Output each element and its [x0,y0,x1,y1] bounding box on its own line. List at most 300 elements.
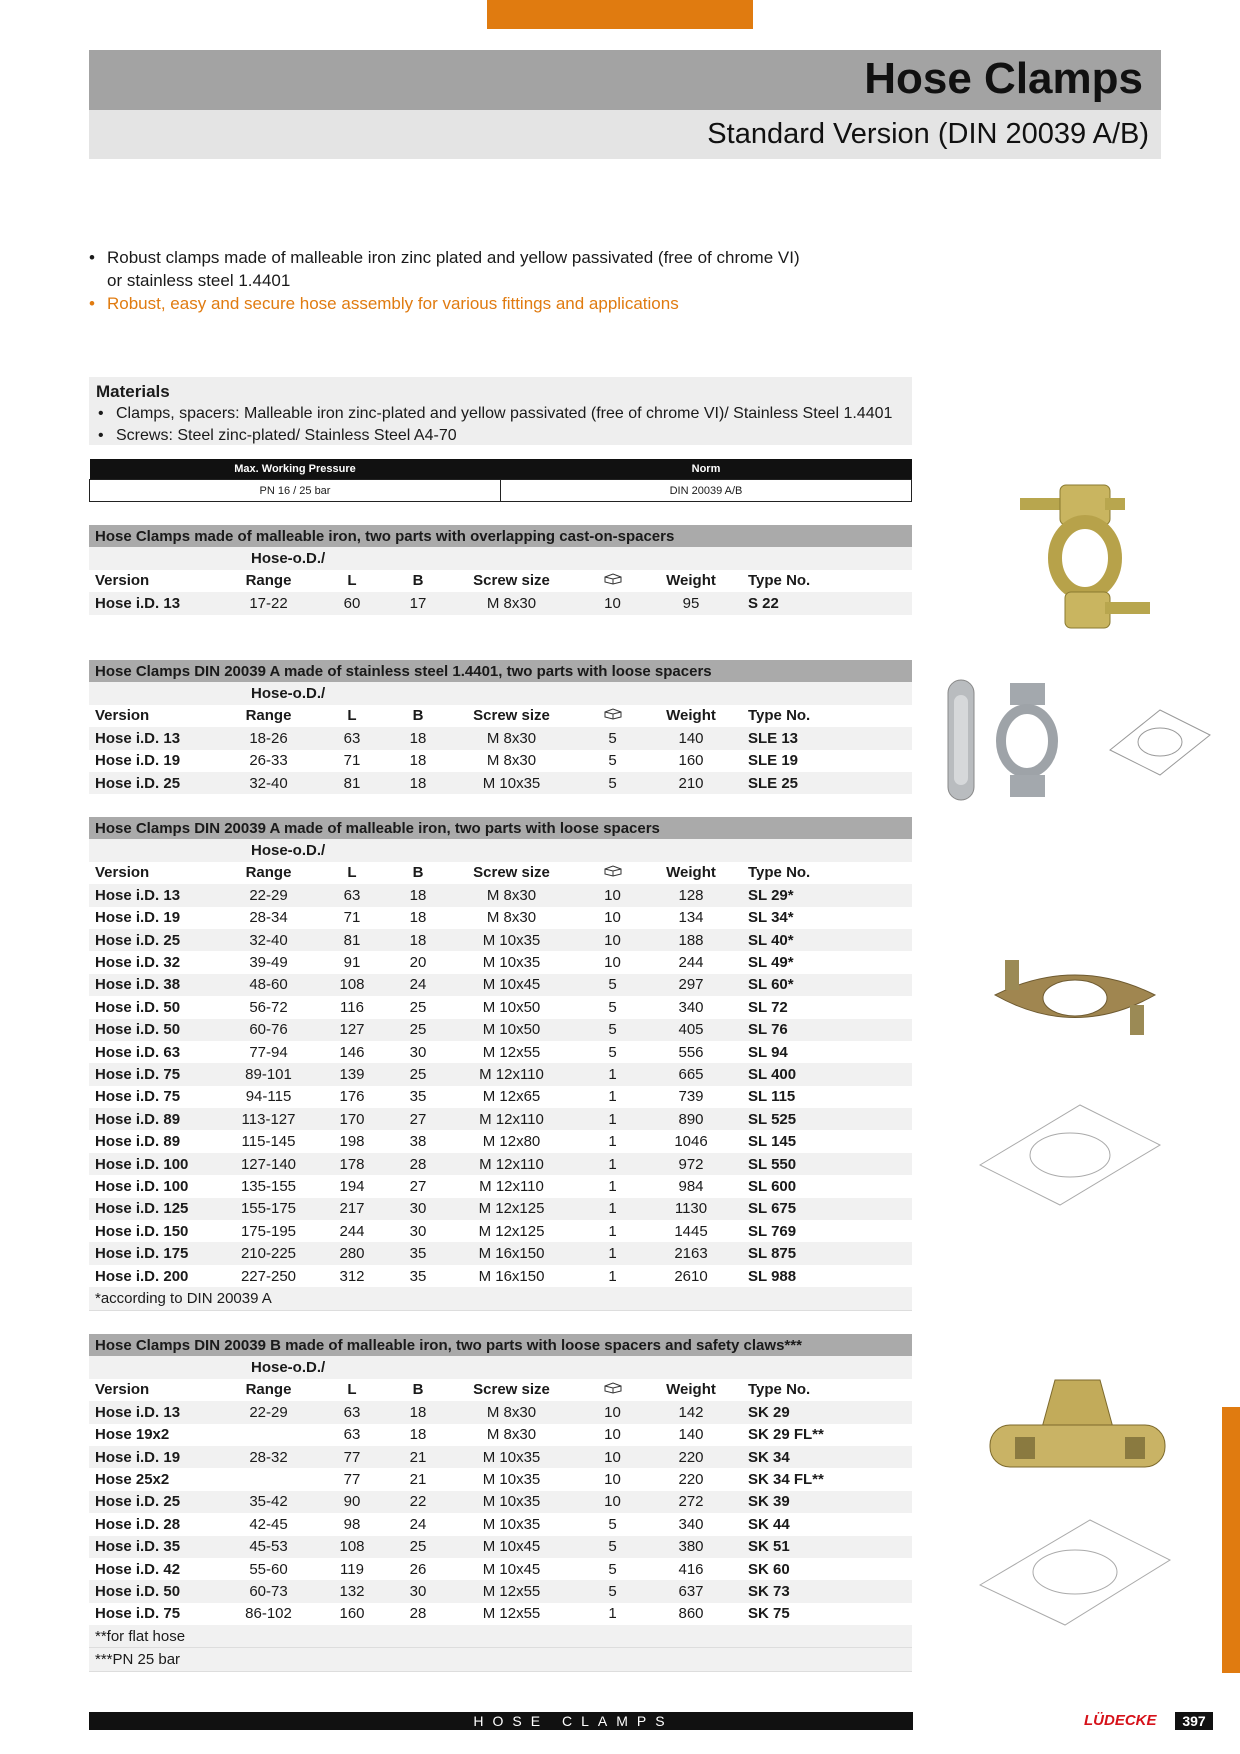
subtitle-bar [89,110,1161,159]
table-cell: SK 44 [726,1513,912,1535]
table-cell: 18 [382,727,448,749]
table-cell: 160 [316,1603,382,1625]
table-title: Hose Clamps DIN 20039 A made of stainless steel 1.4401, two parts with loose spacers [89,660,912,682]
table-cell: 160 [650,750,726,772]
table-cell: Hose i.D. 150 [89,1220,215,1242]
table-cell: 18 [382,1401,448,1423]
col-range: Range [215,570,316,592]
table-row [89,1491,912,1513]
table-cell: 81 [316,929,382,951]
table-row [89,929,912,951]
table-cell: 244 [650,951,726,973]
table-cell: 89-101 [215,1063,316,1085]
empty-cell [89,547,215,569]
materials-item-text: Clamps, spacers: Malleable iron zinc-plated and yellow passivated (free of chrome VI)/ Stainless Steel 1.4401 [116,405,893,422]
table-cell: M 10x45 [448,1558,569,1580]
table-cell: 10 [569,592,650,614]
table-cell: 119 [316,1558,382,1580]
table-row [89,772,912,794]
table-cell: 1 [569,1198,650,1220]
col-version: Version [89,570,215,592]
table-cell: 198 [316,1130,382,1152]
table-cell: S 22 [726,592,912,614]
table-cell: M 8x30 [448,750,569,772]
col-type: Type No. [726,705,912,727]
table-cell: 26 [382,1558,448,1580]
table-cell: 42-45 [215,1513,316,1535]
table-cell: 556 [650,1041,726,1063]
footer-bar [89,1712,913,1730]
table-cell: Hose i.D. 89 [89,1108,215,1130]
table-cell: 176 [316,1086,382,1108]
table-cell: Hose i.D. 100 [89,1175,215,1197]
col-type: Type No. [726,1379,912,1401]
table-cell: 5 [569,974,650,996]
table-cell: 1 [569,1153,650,1175]
page-title: Hose Clamps [864,54,1143,103]
table-row [89,1536,912,1558]
table-cell: SL 675 [726,1198,912,1220]
box-icon [569,1379,650,1401]
table-cell: SL 550 [726,1153,912,1175]
table-cell: 175-195 [215,1220,316,1242]
table-cell: 1445 [650,1220,726,1242]
table-cell: SK 73 [726,1580,912,1602]
table-cell: 135-155 [215,1175,316,1197]
col-weight: Weight [650,862,726,884]
table-cell: 1 [569,1220,650,1242]
table-cell: M 10x50 [448,996,569,1018]
table-cell: Hose i.D. 75 [89,1063,215,1085]
side-accent-tab [1222,1407,1240,1673]
table-cell: SK 34 [726,1446,912,1468]
table-cell: SK 39 [726,1491,912,1513]
table-cell: SL 40* [726,929,912,951]
table-cell: 2610 [650,1265,726,1287]
table-cell: 142 [650,1401,726,1423]
table-row [89,1580,912,1602]
table-cell: Hose i.D. 28 [89,1513,215,1535]
table-cell: 22 [382,1491,448,1513]
table-cell: Hose i.D. 50 [89,1019,215,1041]
table-cell: 91 [316,951,382,973]
table-cell: 10 [569,951,650,973]
table-cell: Hose 19x2 [89,1424,215,1446]
table-cell: 18 [382,772,448,794]
table-cell: 340 [650,996,726,1018]
table-row [89,727,912,749]
col-screw: Screw size [448,705,569,727]
table-cell: 1 [569,1063,650,1085]
table-cell: 139 [316,1063,382,1085]
table-cell: Hose i.D. 19 [89,750,215,772]
materials-item: • Clamps, spacers: Malleable iron zinc-plated and yellow passivated (free of chrome VI)/ Stainless Steel 1.4401 [98,405,893,422]
table-cell: SL 145 [726,1130,912,1152]
table-cell: 35 [382,1086,448,1108]
table-cell: 10 [569,907,650,929]
table-cell: 27 [382,1175,448,1197]
table-cell [215,1424,316,1446]
table-cell: SL 76 [726,1019,912,1041]
table-cell: 94-115 [215,1086,316,1108]
table-cell: 18 [382,750,448,772]
table-cell: 39-49 [215,951,316,973]
table-row [89,1446,912,1468]
table-cell: M 12x110 [448,1063,569,1085]
table-cell: Hose i.D. 50 [89,1580,215,1602]
table-cell: 984 [650,1175,726,1197]
table-cell: 24 [382,974,448,996]
table-cell: 340 [650,1513,726,1535]
table-cell: 227-250 [215,1265,316,1287]
table-cell: 18 [382,884,448,906]
table-cell: 25 [382,1536,448,1558]
table-cell: 5 [569,1536,650,1558]
table-cell: M 8x30 [448,592,569,614]
table-cell: SL 600 [726,1175,912,1197]
table-cell: 18 [382,1424,448,1446]
table-cell: SLE 13 [726,727,912,749]
product-table [89,1334,912,1672]
col-weight: Weight [650,1379,726,1401]
table-cell: Hose i.D. 75 [89,1603,215,1625]
table-note: **for flat hose [89,1625,912,1648]
table-cell: 10 [569,1491,650,1513]
table-cell: SK 34 FL** [726,1468,912,1490]
table-cell: 188 [650,929,726,951]
table-cell: 24 [382,1513,448,1535]
table-cell: 1046 [650,1130,726,1152]
intro-bullet-highlight: • Robust, easy and secure hose assembly for various fittings and applications [89,294,679,313]
col-weight: Weight [650,705,726,727]
table-cell: 280 [316,1242,382,1264]
table-cell: 1 [569,1603,650,1625]
table-cell: 113-127 [215,1108,316,1130]
table-cell: 18-26 [215,727,316,749]
table-cell: 116 [316,996,382,1018]
table-cell: SL 29* [726,884,912,906]
box-icon [569,570,650,592]
table-cell: 972 [650,1153,726,1175]
col-l: L [316,570,382,592]
table-cell: M 8x30 [448,727,569,749]
table-cell: 32-40 [215,929,316,951]
table-cell: 18 [382,907,448,929]
product-table [89,525,912,615]
col-weight: Weight [650,570,726,592]
table-cell: SK 60 [726,1558,912,1580]
table-cell: 217 [316,1198,382,1220]
table-cell: 98 [316,1513,382,1535]
table-cell: 1 [569,1175,650,1197]
col-b: B [382,570,448,592]
col-screw: Screw size [448,570,569,592]
col-l: L [316,1379,382,1401]
table-cell: 30 [382,1580,448,1602]
pressure-table [89,459,912,502]
table-row [89,1153,912,1175]
table-cell: 10 [569,1446,650,1468]
table-cell: 115-145 [215,1130,316,1152]
table-cell: M 8x30 [448,1401,569,1423]
table-cell: 194 [316,1175,382,1197]
table-cell: 22-29 [215,1401,316,1423]
table-cell: 380 [650,1536,726,1558]
table-cell: 21 [382,1468,448,1490]
table-cell: 90 [316,1491,382,1513]
product-table [89,817,912,1311]
table-row [89,1041,912,1063]
table-cell: SL 988 [726,1265,912,1287]
table-cell: 60-73 [215,1580,316,1602]
col-b: B [382,705,448,727]
col-type: Type No. [726,570,912,592]
table-cell: Hose i.D. 25 [89,772,215,794]
table-row [89,884,912,906]
table-cell: Hose i.D. 13 [89,884,215,906]
page-number: 397 [1175,1712,1213,1730]
table-cell: 127-140 [215,1153,316,1175]
table-cell: M 10x35 [448,929,569,951]
table-cell: M 8x30 [448,884,569,906]
table-cell: 20 [382,951,448,973]
table-cell: Hose i.D. 13 [89,727,215,749]
clamp-sle-drawing [1100,690,1220,780]
table-cell: 10 [569,1468,650,1490]
table-cell: 27 [382,1108,448,1130]
table-cell: 108 [316,974,382,996]
table-cell: Hose i.D. 100 [89,1153,215,1175]
table-row [89,750,912,772]
table-row [89,1242,912,1264]
table-cell: Hose i.D. 175 [89,1242,215,1264]
table-cell: SL 72 [726,996,912,1018]
table-cell: 5 [569,727,650,749]
pressure-header: Max. Working Pressure [90,459,501,480]
table-cell: 244 [316,1220,382,1242]
table-cell: 17-22 [215,592,316,614]
clamp-sl-drawing [970,1085,1170,1210]
table-cell: 95 [650,592,726,614]
table-cell: SL 34* [726,907,912,929]
footer-section-label: HOSE CLAMPS [473,1713,674,1729]
table-row [89,1220,912,1242]
table-cell: 134 [650,907,726,929]
top-accent-tab [487,0,753,29]
table-cell: 739 [650,1086,726,1108]
table-cell: 5 [569,772,650,794]
table-cell: M 10x35 [448,1468,569,1490]
table-cell: Hose i.D. 89 [89,1130,215,1152]
col-version: Version [89,862,215,884]
table-cell: Hose i.D. 200 [89,1265,215,1287]
table-row [89,1603,912,1625]
clamp-s22-photo [1010,480,1160,635]
table-cell: 665 [650,1063,726,1085]
col-hose-od: Hose-o.D./ [215,682,912,704]
table-cell: M 12x125 [448,1198,569,1220]
table-cell: 28 [382,1603,448,1625]
table-cell: 71 [316,907,382,929]
table-cell: 312 [316,1265,382,1287]
page-subtitle: Standard Version (DIN 20039 A/B) [707,118,1149,150]
brand-logo: LÜDECKE [1084,1712,1157,1729]
col-range: Range [215,862,316,884]
col-range: Range [215,1379,316,1401]
table-cell: Hose i.D. 63 [89,1041,215,1063]
table-cell: 5 [569,1019,650,1041]
table-cell: 220 [650,1446,726,1468]
clamp-sle-photo [990,675,1065,805]
table-cell: 28-32 [215,1446,316,1468]
table-cell: 5 [569,1041,650,1063]
materials-item: • Screws: Steel zinc-plated/ Stainless Steel A4-70 [98,427,457,444]
box-icon [569,705,650,727]
table-cell: 60-76 [215,1019,316,1041]
table-cell: Hose i.D. 13 [89,1401,215,1423]
table-cell: M 8x30 [448,907,569,929]
clamp-sk-drawing [970,1500,1180,1630]
table-cell: Hose i.D. 25 [89,929,215,951]
table-cell: 63 [316,884,382,906]
table-cell: M 8x30 [448,1424,569,1446]
table-cell: 30 [382,1220,448,1242]
table-cell: 30 [382,1198,448,1220]
table-row [89,1019,912,1041]
intro-bullets [89,246,809,315]
col-version: Version [89,705,215,727]
table-cell: 22-29 [215,884,316,906]
col-hose-od: Hose-o.D./ [215,839,912,861]
table-cell: Hose i.D. 50 [89,996,215,1018]
table-cell: Hose i.D. 13 [89,592,215,614]
materials-box [89,377,912,445]
table-row [89,1401,912,1423]
table-cell: 48-60 [215,974,316,996]
table-cell: M 10x35 [448,1491,569,1513]
table-cell: Hose i.D. 42 [89,1558,215,1580]
table-cell: 28-34 [215,907,316,929]
table-row [89,1130,912,1152]
table-cell: SLE 19 [726,750,912,772]
table-cell: M 12x125 [448,1220,569,1242]
col-type: Type No. [726,862,912,884]
table-cell: SK 75 [726,1603,912,1625]
table-row [89,1265,912,1287]
table-cell: 63 [316,1424,382,1446]
table-cell: Hose i.D. 19 [89,907,215,929]
table-row [89,974,912,996]
table-cell: 55-60 [215,1558,316,1580]
table-title: Hose Clamps DIN 20039 A made of malleable iron, two parts with loose spacers [89,817,912,839]
table-cell: 140 [650,727,726,749]
table-cell: 18 [382,929,448,951]
table-cell: 5 [569,1558,650,1580]
intro-bullet: • Robust clamps made of malleable iron zinc plated and yellow passivated (free of chrome VI) or stainless steel 1.4401 [89,248,800,290]
table-cell: 77 [316,1468,382,1490]
table-cell: 5 [569,996,650,1018]
table-row [89,1063,912,1085]
table-note: ***PN 25 bar [89,1648,912,1671]
table-cell: 32-40 [215,772,316,794]
table-cell: Hose i.D. 75 [89,1086,215,1108]
table-cell: Hose i.D. 38 [89,974,215,996]
table-cell: 10 [569,884,650,906]
materials-heading: Materials [96,382,170,401]
table-cell: 60 [316,592,382,614]
table-cell: 1 [569,1086,650,1108]
table-cell: 17 [382,592,448,614]
table-row [89,1513,912,1535]
table-cell: Hose i.D. 35 [89,1536,215,1558]
table-cell: 416 [650,1558,726,1580]
norm-value: DIN 20039 A/B [501,480,912,502]
col-l: L [316,862,382,884]
col-screw: Screw size [448,1379,569,1401]
table-cell: Hose i.D. 32 [89,951,215,973]
table-cell: SL 49* [726,951,912,973]
table-cell: SL 400 [726,1063,912,1085]
table-cell: SL 875 [726,1242,912,1264]
table-cell: M 12x110 [448,1108,569,1130]
empty-cell [89,839,215,861]
clamp-sk-photo [985,1375,1170,1490]
table-cell: SL 60* [726,974,912,996]
table-cell: 128 [650,884,726,906]
table-cell: 5 [569,1580,650,1602]
col-hose-od: Hose-o.D./ [215,1356,912,1378]
table-cell: 1130 [650,1198,726,1220]
norm-header: Norm [501,459,912,480]
table-cell: 1 [569,1265,650,1287]
table-cell: 178 [316,1153,382,1175]
col-version: Version [89,1379,215,1401]
table-cell: Hose i.D. 25 [89,1491,215,1513]
pressure-value: PN 16 / 25 bar [90,480,501,502]
table-cell: SK 51 [726,1536,912,1558]
table-title: Hose Clamps made of malleable iron, two parts with overlapping cast-on-spacers [89,525,912,547]
product-table [89,660,912,794]
table-cell: SK 29 FL** [726,1424,912,1446]
table-cell: M 10x35 [448,951,569,973]
table-cell: SL 94 [726,1041,912,1063]
table-cell: 30 [382,1041,448,1063]
table-cell: 77 [316,1446,382,1468]
table-cell: 1 [569,1108,650,1130]
intro-bullet-text: Robust, easy and secure hose assembly for various fittings and applications [107,294,679,313]
table-cell: M 10x50 [448,1019,569,1041]
table-cell: SK 29 [726,1401,912,1423]
table-title: Hose Clamps DIN 20039 B made of malleable iron, two parts with loose spacers and safety claws*** [89,1334,912,1356]
table-cell: 108 [316,1536,382,1558]
table-note: *according to DIN 20039 A [89,1287,912,1310]
table-cell: SL 769 [726,1220,912,1242]
table-cell: Hose 25x2 [89,1468,215,1490]
col-l: L [316,705,382,727]
table-cell: M 12x110 [448,1153,569,1175]
table-cell: M 10x35 [448,1446,569,1468]
table-cell: 81 [316,772,382,794]
table-cell: M 16x150 [448,1242,569,1264]
table-cell: 405 [650,1019,726,1041]
table-cell: 170 [316,1108,382,1130]
table-cell: 10 [569,1401,650,1423]
table-row [89,592,912,614]
table-cell: SL 115 [726,1086,912,1108]
table-cell: 63 [316,727,382,749]
table-cell: M 12x55 [448,1041,569,1063]
col-range: Range [215,705,316,727]
